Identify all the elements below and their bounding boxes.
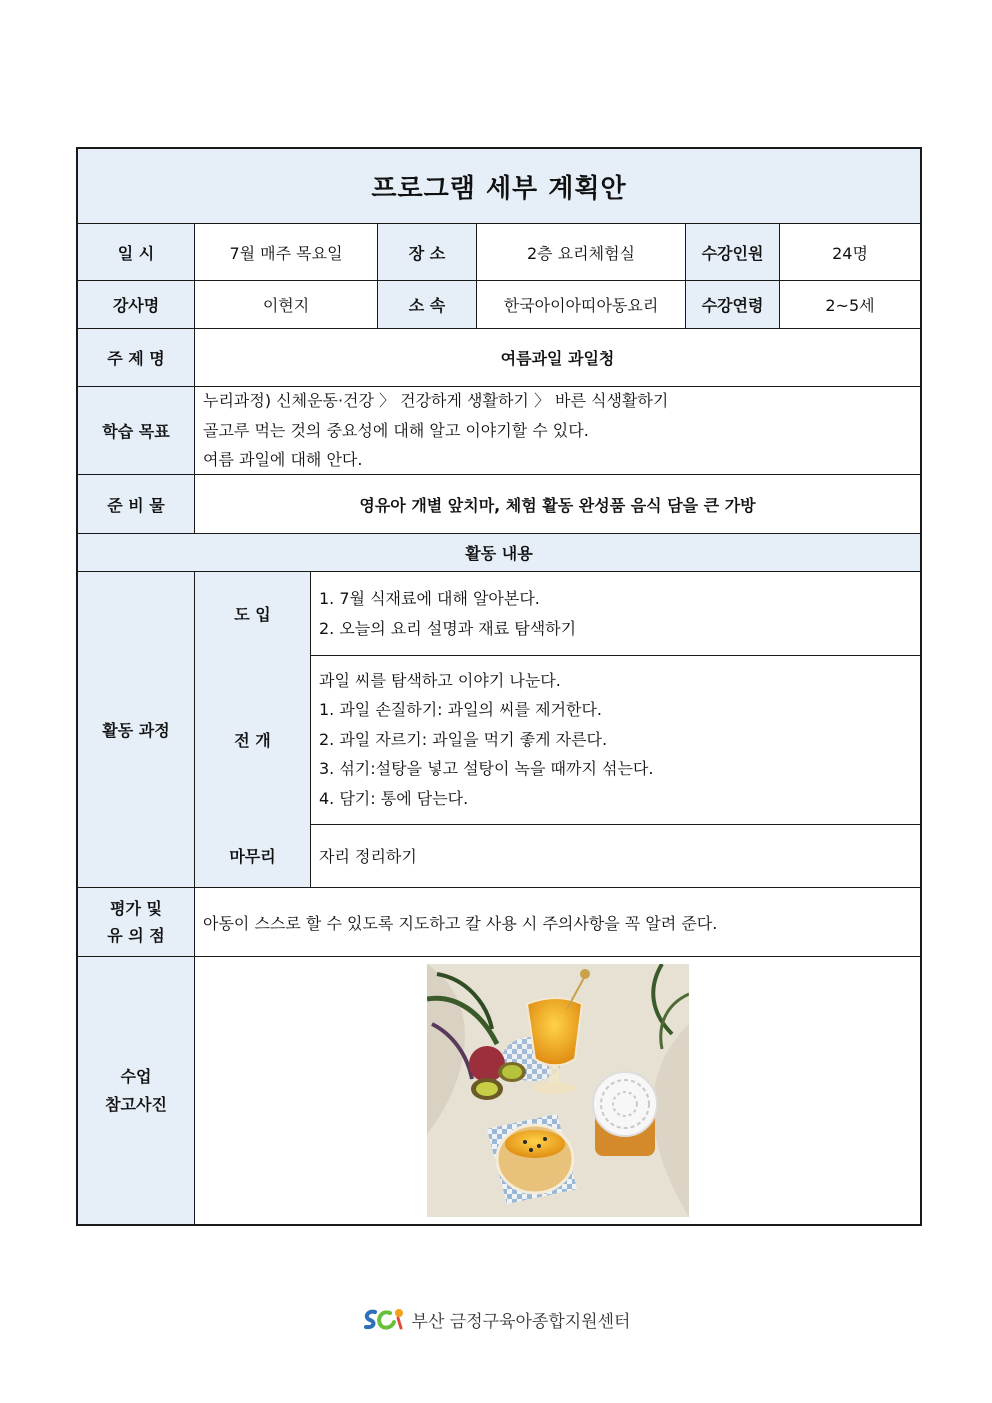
intro-list: [311, 572, 920, 655]
goal-line: 누리과정) 신체운동·건강 〉 건강하게 생활하기 〉 바른 식생활하기: [203, 391, 669, 411]
affiliation-label: 소 속: [378, 281, 477, 328]
photo-cell: [195, 957, 920, 1224]
photo-row: [78, 957, 920, 1224]
intro-line: 1. 7월 식재료에 대해 알아본다.: [319, 589, 540, 608]
development-line: 과일 씨를 탐색하고 이야기 나눈다.: [319, 670, 561, 690]
date-value: 7월 매주 목요일: [195, 224, 378, 280]
goal-line: 골고루 먹는 것의 중요성에 대해 알고 이야기할 수 있다.: [203, 420, 589, 440]
footer-org-name: 부산 금정구육아종합지원센터: [411, 1311, 631, 1332]
plan-table: [76, 147, 922, 1226]
materials-row: [78, 475, 920, 534]
goals-label: 학습 목표: [78, 387, 195, 474]
capacity-label: 수강인원: [686, 224, 780, 280]
materials-value: 영유아 개별 앞치마, 체험 활동 완성품 음식 담을 큰 가방: [359, 495, 756, 515]
photo-label-line: 수업: [120, 1066, 152, 1086]
place-label: 장 소: [378, 224, 477, 280]
instructor-label: 강사명: [78, 281, 195, 328]
evaluation-label: [78, 888, 195, 956]
activity-header-row: [78, 534, 920, 572]
photo-label: [78, 957, 195, 1224]
theme-row: [78, 329, 920, 387]
intro-label: 도 입: [195, 572, 311, 655]
goals-row: [78, 387, 920, 475]
goal-line: 여름 과일에 대해 안다.: [203, 450, 363, 470]
evaluation-value: 아동이 스스로 할 수 있도록 지도하고 칼 사용 시 주의사항을 꼭 알려 준다.: [203, 913, 718, 933]
evaluation-label-line: 유 의 점: [107, 926, 165, 945]
materials-label: 준 비 물: [78, 475, 195, 533]
development-line: 4. 담기: 통에 담는다.: [319, 788, 469, 808]
photo-label-line: 참고사진: [105, 1094, 167, 1114]
development-list: [311, 655, 920, 824]
page-title: 프로그램 세부 계획안: [78, 149, 920, 223]
age-label: 수강연령: [686, 281, 780, 328]
title-row: [78, 149, 920, 224]
capacity-value: 24명: [832, 243, 868, 263]
theme-label: 주 제 명: [78, 329, 195, 386]
development-line: 3. 섞기:설탕을 넣고 설탕이 녹을 때까지 섞는다.: [319, 759, 654, 779]
footer: [0, 1302, 992, 1336]
development-row: [195, 655, 920, 825]
intro-row: [195, 572, 920, 656]
process-label: 활동 과정: [78, 572, 195, 887]
affiliation-value: 한국아이아띠아동요리: [477, 281, 686, 328]
date-row: [78, 224, 920, 281]
intro-line: 2. 오늘의 요리 설명과 재료 탐색하기: [319, 618, 577, 638]
instructor-row: [78, 281, 920, 329]
closing-label: 마무리: [195, 824, 311, 887]
age-value: 2~5세: [825, 296, 875, 315]
closing-value: 자리 정리하기: [319, 847, 417, 866]
activity-header: 활동 내용: [78, 534, 920, 571]
goals-list: [195, 387, 920, 474]
development-line: 1. 과일 손질하기: 과일의 씨를 제거한다.: [319, 700, 603, 720]
evaluation-label-line: 평가 및: [110, 899, 162, 918]
date-label: 일 시: [78, 224, 195, 280]
evaluation-row: [78, 888, 920, 957]
development-label: 전 개: [195, 655, 311, 824]
theme-value: 여름과일 과일청: [500, 349, 615, 368]
development-line: 2. 과일 자르기: 과일을 먹기 좋게 자른다.: [319, 729, 608, 749]
place-value: 2층 요리체험실: [477, 224, 686, 280]
class-reference-photo: [427, 964, 689, 1217]
center-logo-icon: [362, 1306, 406, 1332]
closing-row: [195, 824, 920, 887]
process-block: [78, 572, 920, 888]
instructor-value: 이현지: [195, 281, 378, 328]
